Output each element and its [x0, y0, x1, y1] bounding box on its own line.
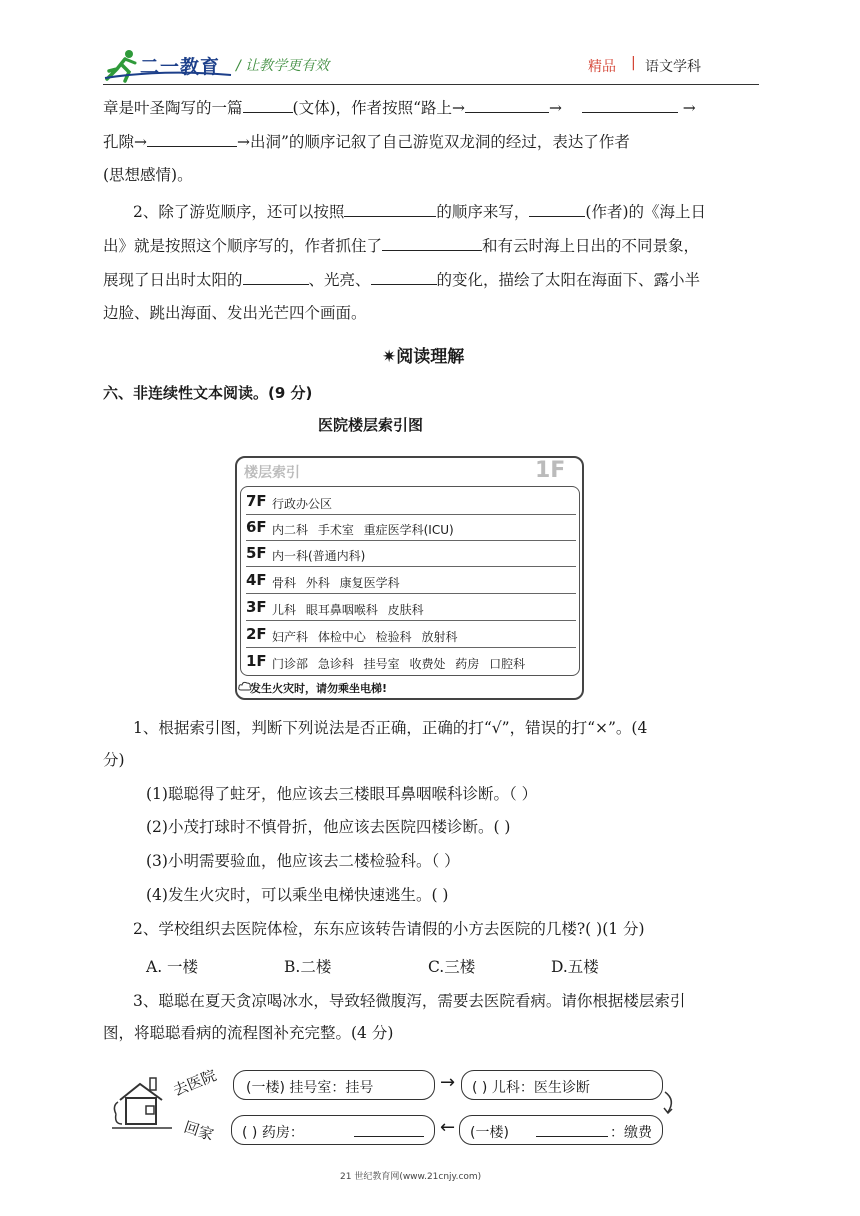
passage-line-2: [103, 130, 630, 153]
brand-slogan: / 让教学更有效: [236, 58, 330, 74]
floor-label: 4F: [246, 571, 267, 589]
fill-blank[interactable]: [344, 200, 436, 217]
fill-blank[interactable]: [147, 130, 237, 147]
fill-blank[interactable]: [465, 96, 549, 113]
fill-blank[interactable]: [529, 200, 585, 217]
subject-tag: 语文学科: [645, 59, 701, 75]
q1-prompt-cont: 分): [103, 751, 125, 769]
floor-label: 6F: [246, 518, 267, 536]
floor-label: 3F: [246, 598, 267, 616]
floor-departments: 儿科 眼耳鼻咽喉科 皮肤科: [272, 603, 424, 617]
floor-row: [246, 621, 576, 648]
option-a[interactable]: A. 一楼: [146, 958, 199, 976]
q3-prompt-cont: 图，将聪聪看病的流程图补充完整。(4 分): [103, 1024, 394, 1042]
text: (作者)的《海上日: [585, 203, 706, 221]
board-current-floor: 1F: [535, 458, 566, 483]
q1-item: (3)小明需要验血，他应该去二楼检验科。（ ）: [146, 852, 460, 870]
q2-passage-line-4: 边脸、跳出海面、发出光芒四个画面。: [103, 304, 367, 322]
floor-departments: 行政办公区: [272, 497, 333, 511]
passage-line-1: [103, 96, 696, 119]
question-heading: 六、非连续性文本阅读。(9 分): [103, 384, 313, 402]
fire-warning: 发生火灾时，请勿乘坐电梯!: [250, 682, 388, 695]
text: 章是叶圣陶写的一篇: [103, 99, 243, 117]
floor-label: 7F: [246, 492, 267, 510]
text: →: [549, 99, 563, 117]
go-home-label: 回家: [181, 1117, 216, 1145]
text: 、光亮、: [308, 271, 371, 289]
text: 的顺序来写，: [436, 203, 530, 221]
fill-blank[interactable]: [371, 268, 437, 285]
flow-step-text: ( ) 药房：: [242, 1125, 304, 1141]
arrow-right-icon: →: [440, 1072, 456, 1093]
header-divider: [103, 84, 759, 85]
flow-step-diagnosis[interactable]: [461, 1070, 663, 1100]
curved-arrow-icon: [662, 1090, 678, 1116]
option-c[interactable]: C.三楼: [428, 958, 476, 976]
text: 出》就是按照这个顺序写的，作者抓住了: [103, 237, 383, 255]
option-b[interactable]: B.二楼: [284, 958, 332, 976]
floor-row: [246, 514, 576, 541]
floor-label: 1F: [246, 652, 267, 670]
fill-blank[interactable]: [354, 1120, 424, 1137]
section-title: ✷阅读理解: [382, 347, 465, 367]
floor-departments: 骨科 外科 康复医学科: [272, 576, 400, 590]
go-hospital-label: 去医院: [170, 1066, 219, 1100]
q3-prompt: 3、聪聪在夏天贪凉喝冰水，导致轻微腹泻，需要去医院看病。请你根据楼层索引: [133, 992, 686, 1010]
floor-departments: 妇产科 体检中心 检验科 放射科: [272, 630, 458, 644]
text: →出洞”的顺序记叙了自己游览双龙洞的经过，表达了作者: [237, 133, 630, 151]
board-title: 楼层索引: [244, 465, 300, 481]
flow-step-text: (一楼): [470, 1125, 509, 1141]
floor-departments: 内一科(普通内科): [272, 549, 366, 563]
q1-item: (2)小茂打球时不慎骨折，他应该去医院四楼诊断。( ): [146, 818, 511, 836]
q1-prompt: 1、根据索引图，判断下列说法是否正确，正确的打“√”，错误的打“×”。(4: [133, 719, 648, 737]
fill-blank[interactable]: [243, 96, 293, 113]
floor-row: [246, 540, 576, 567]
floor-row: [246, 594, 576, 621]
floor-row: [246, 648, 576, 674]
brand-name: 二一教育: [140, 56, 221, 78]
page-footer: 21 世纪教育网(www.21cnjy.com): [340, 1172, 482, 1182]
text: 和有云时海上日出的不同景象，: [482, 237, 700, 255]
floor-label: 2F: [246, 625, 267, 643]
tag-separator: |: [631, 55, 636, 71]
flow-step-register: [233, 1070, 435, 1100]
passage-line-3: (思想感情)。: [103, 166, 193, 184]
q2-prompt: 2、学校组织去医院体检，东东应该转告请假的小方去医院的几楼?( )(1 分): [133, 920, 645, 938]
fill-blank[interactable]: [382, 234, 482, 251]
flow-step-text: ：缴费: [610, 1125, 652, 1141]
fill-blank[interactable]: [243, 268, 309, 285]
q2-passage-line-3: [103, 268, 700, 291]
text: 展现了日出时太阳的: [103, 271, 243, 289]
flow-step-text: (一楼) 挂号室：挂号: [246, 1080, 374, 1096]
floor-row: [246, 567, 576, 594]
quality-tag: 精品: [588, 59, 616, 75]
flow-step-text: ( ) 儿科：医生诊断: [472, 1080, 590, 1096]
q1-item: (1)聪聪得了蛀牙，他应该去三楼眼耳鼻咽喉科诊断。（ ）: [146, 785, 538, 803]
text: →: [682, 99, 696, 117]
flow-step-pharmacy[interactable]: [231, 1115, 435, 1145]
floor-row: [246, 488, 576, 515]
text: 2、除了游览顺序，还可以按照: [133, 203, 345, 221]
floor-departments: 门诊部 急诊科 挂号室 收费处 药房 口腔科: [272, 657, 526, 671]
q1-item: (4)发生火灾时，可以乘坐电梯快速逃生。( ): [146, 886, 449, 904]
arrow-left-icon: ←: [440, 1117, 456, 1138]
text: 的变化，描绘了太阳在海面下、露小半: [436, 271, 701, 289]
flow-step-payment[interactable]: [459, 1115, 663, 1145]
text: (文体)，作者按照“路上→: [292, 99, 466, 117]
fill-blank[interactable]: [582, 96, 678, 113]
floor-label: 5F: [246, 544, 267, 562]
figure-title: 医院楼层索引图: [318, 416, 424, 434]
floor-departments: 内二科 手术室 重症医学科(ICU): [272, 523, 454, 537]
option-d[interactable]: D.五楼: [551, 958, 599, 976]
q2-passage-line-2: [103, 234, 699, 257]
fill-blank[interactable]: [536, 1120, 608, 1137]
text: 孔隙→: [103, 133, 147, 151]
q2-passage-line-1: [133, 200, 706, 223]
